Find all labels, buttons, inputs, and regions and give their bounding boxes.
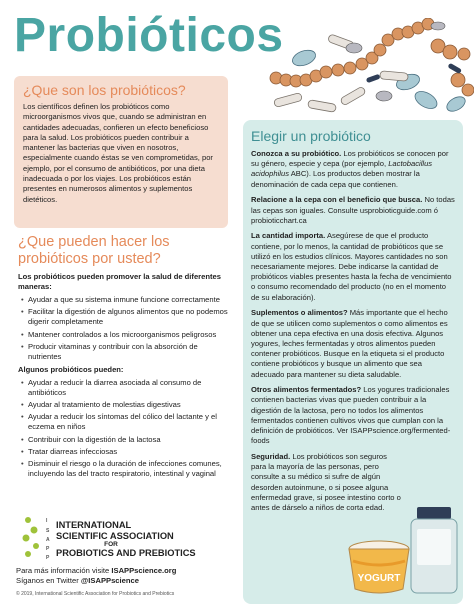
what-are-probiotics-heading: ¿Que son los probióticos? — [23, 82, 186, 98]
svg-text:I: I — [46, 518, 48, 524]
footer — [16, 566, 236, 598]
footer-twitter-line — [16, 576, 236, 586]
paragraph-text: Los yogures tradicionales contienen bacterias vivas que pueden contribuir a la digestión de la lactosa, pero no todos los alimentos fermentados contienen cultivos vivos que cumplan con la definición de probióticos. Ver ISAPPscience.org/fermented-foods — [251, 385, 451, 446]
paragraph-text: Los probióticos se conocen por su género, especie y cepa (por ejemplo, — [251, 149, 449, 169]
amount-matters-paragraph — [251, 231, 455, 302]
isapp-logo-text — [56, 520, 196, 559]
list-item: • Tratar diarreas infecciosas — [21, 447, 230, 457]
copyright: © 2019, International Scientific Association for Probiotics and Prebiotics — [16, 591, 175, 597]
paragraph-text: Más importante que el hecho de que se utilicen como suplementos o como alimentos es obtener una cepa efectiva en una dosis efectiva. Algunos yogures, leches fermentadas y otros alimentos pueden contener probióticos. Busque en la etiqueta si el producto contiene probióticos y busque un alimento que sea adecuado para mantener su dieta saludable. — [251, 308, 448, 379]
what-are-probiotics-body: Los científicos definen los probióticos como microorganismos vivos que, cuando se administran en cantidades adecuadas, confieren un efecto beneficioso para la salud. Los probióticos pueden contribuir a mantener las bacterias que viven en nosotros, especialmente cuando éstas se ven comprometidas, por ejemplo, por el consumo de antibióticos, por una dieta inadecuada o por los viajes. Los probióticos están presentes en numerosos alimentos y suplementos dietéticos. — [23, 102, 213, 204]
paragraph-text: No todas las cepas son iguales. Consulte usprobioticguide.com ó probioticchart.ca — [251, 195, 455, 225]
yogurt-label: YOGURT — [357, 573, 401, 584]
bacteria-illustration — [268, 18, 474, 120]
footer-website-line — [16, 566, 236, 576]
footer-website-prefix: Para más información visite — [16, 566, 112, 575]
paragraph-lead: Relacione a la cepa con el beneficio que busca. — [251, 195, 423, 205]
list-item: • Facilitar la digestión de algunos alimentos que no podemos digerir completamente — [21, 307, 230, 327]
svg-text:A: A — [46, 537, 50, 543]
benefits-list — [21, 295, 230, 362]
twitter-handle-link[interactable]: @ISAPPscience — [80, 576, 139, 585]
paragraph-text: Asegúrese de que el producto contiene, por lo menos, la cantidad de probióticos que se utilizó en los estudios clínicos. Mayores cantidades no son necesariamente mejores. Debe indicarse la cantidad de probióticos viables presentes hasta la fecha de vencimiento o consumo recomendado del producto (no en el momento de su elaboración). — [251, 231, 452, 302]
species-name: Lactobacillus acidophilus — [251, 159, 433, 179]
website-link[interactable]: ISAPPscience.org — [111, 566, 177, 575]
list-item: • Ayudar a reducir los síntomas del cólico del lactante y el eczema en niños — [21, 412, 230, 432]
list-item: • Disminuir el riesgo o la duración de infecciones comunes, incluyendo las del tracto respiratorio, intestinal y vaginal — [21, 459, 230, 479]
logo-line-3: FOR — [104, 541, 118, 548]
paragraph-lead: La cantidad importa. — [251, 231, 326, 241]
footer-twitter-prefix: Síganos en Twitter — [16, 576, 81, 585]
paragraph-lead: Suplementos o alimentos? — [251, 308, 348, 318]
svg-text:P: P — [46, 546, 50, 552]
what-are-probiotics-box — [14, 76, 228, 228]
some-probiotics-intro: Algunos probióticos pueden: — [18, 364, 124, 374]
paragraph-text: ABC). Los productos deben mostrar la denominación de cada cepa que contienen. — [251, 169, 420, 189]
list-item: • Contribuir con la digestión de la lactosa — [21, 435, 230, 445]
logo-line-1: INTERNATIONAL — [56, 520, 132, 530]
what-can-probiotics-do-heading: ¿Que pueden hacer los probióticos por usted? — [18, 234, 170, 267]
svg-text:P: P — [46, 555, 50, 560]
svg-text:S: S — [46, 528, 50, 534]
paragraph-lead: Otros alimentos fermentados? — [251, 385, 362, 395]
supplements-or-foods-paragraph — [251, 308, 455, 379]
list-item: • Ayudar al tratamiento de molestias digestivas — [21, 400, 230, 410]
match-strain-paragraph — [251, 195, 455, 226]
list-item: • Ayudar a que su sistema inmune funcione correctamente — [21, 295, 230, 305]
paragraph-lead: Conozca a su probiótico. — [251, 149, 342, 158]
some-probiotics-list — [21, 378, 230, 479]
logo-line-4: PROBIOTICS AND PREBIOTICS — [56, 548, 196, 558]
paragraph-text: Los probióticos son seguros para la mayoría de las personas, pero consulte a su médico si sufre de algún desorden autoinmune, o si posee alguna enfermedad grave, si posee intestino corto o antes de dárselo a niños de corta edad. — [251, 451, 401, 512]
yogurt-and-supplement-jar-icon — [345, 505, 465, 600]
fermented-foods-paragraph — [251, 385, 455, 446]
list-item: • Producir vitaminas y contribuir con la absorción de nutrientes — [21, 342, 230, 362]
paragraph-lead: Seguridad. — [251, 451, 291, 461]
list-item: • Ayudar a reducir la diarrea asociada al consumo de antibióticos — [21, 378, 230, 398]
logo-line-2: SCIENTIFIC ASSOCIATION — [56, 530, 174, 541]
list-item: • Mantener controlados a los microorganismos peligrosos — [21, 330, 230, 340]
page-title: Probióticos — [14, 9, 284, 62]
benefits-intro: Los probióticos pueden promover la salud de diferentes maneras: — [18, 272, 221, 291]
know-your-probiotic-paragraph — [251, 149, 455, 190]
choose-probiotic-heading: Elegir un probiótico — [251, 128, 371, 144]
what-can-probiotics-do-section — [18, 234, 230, 482]
